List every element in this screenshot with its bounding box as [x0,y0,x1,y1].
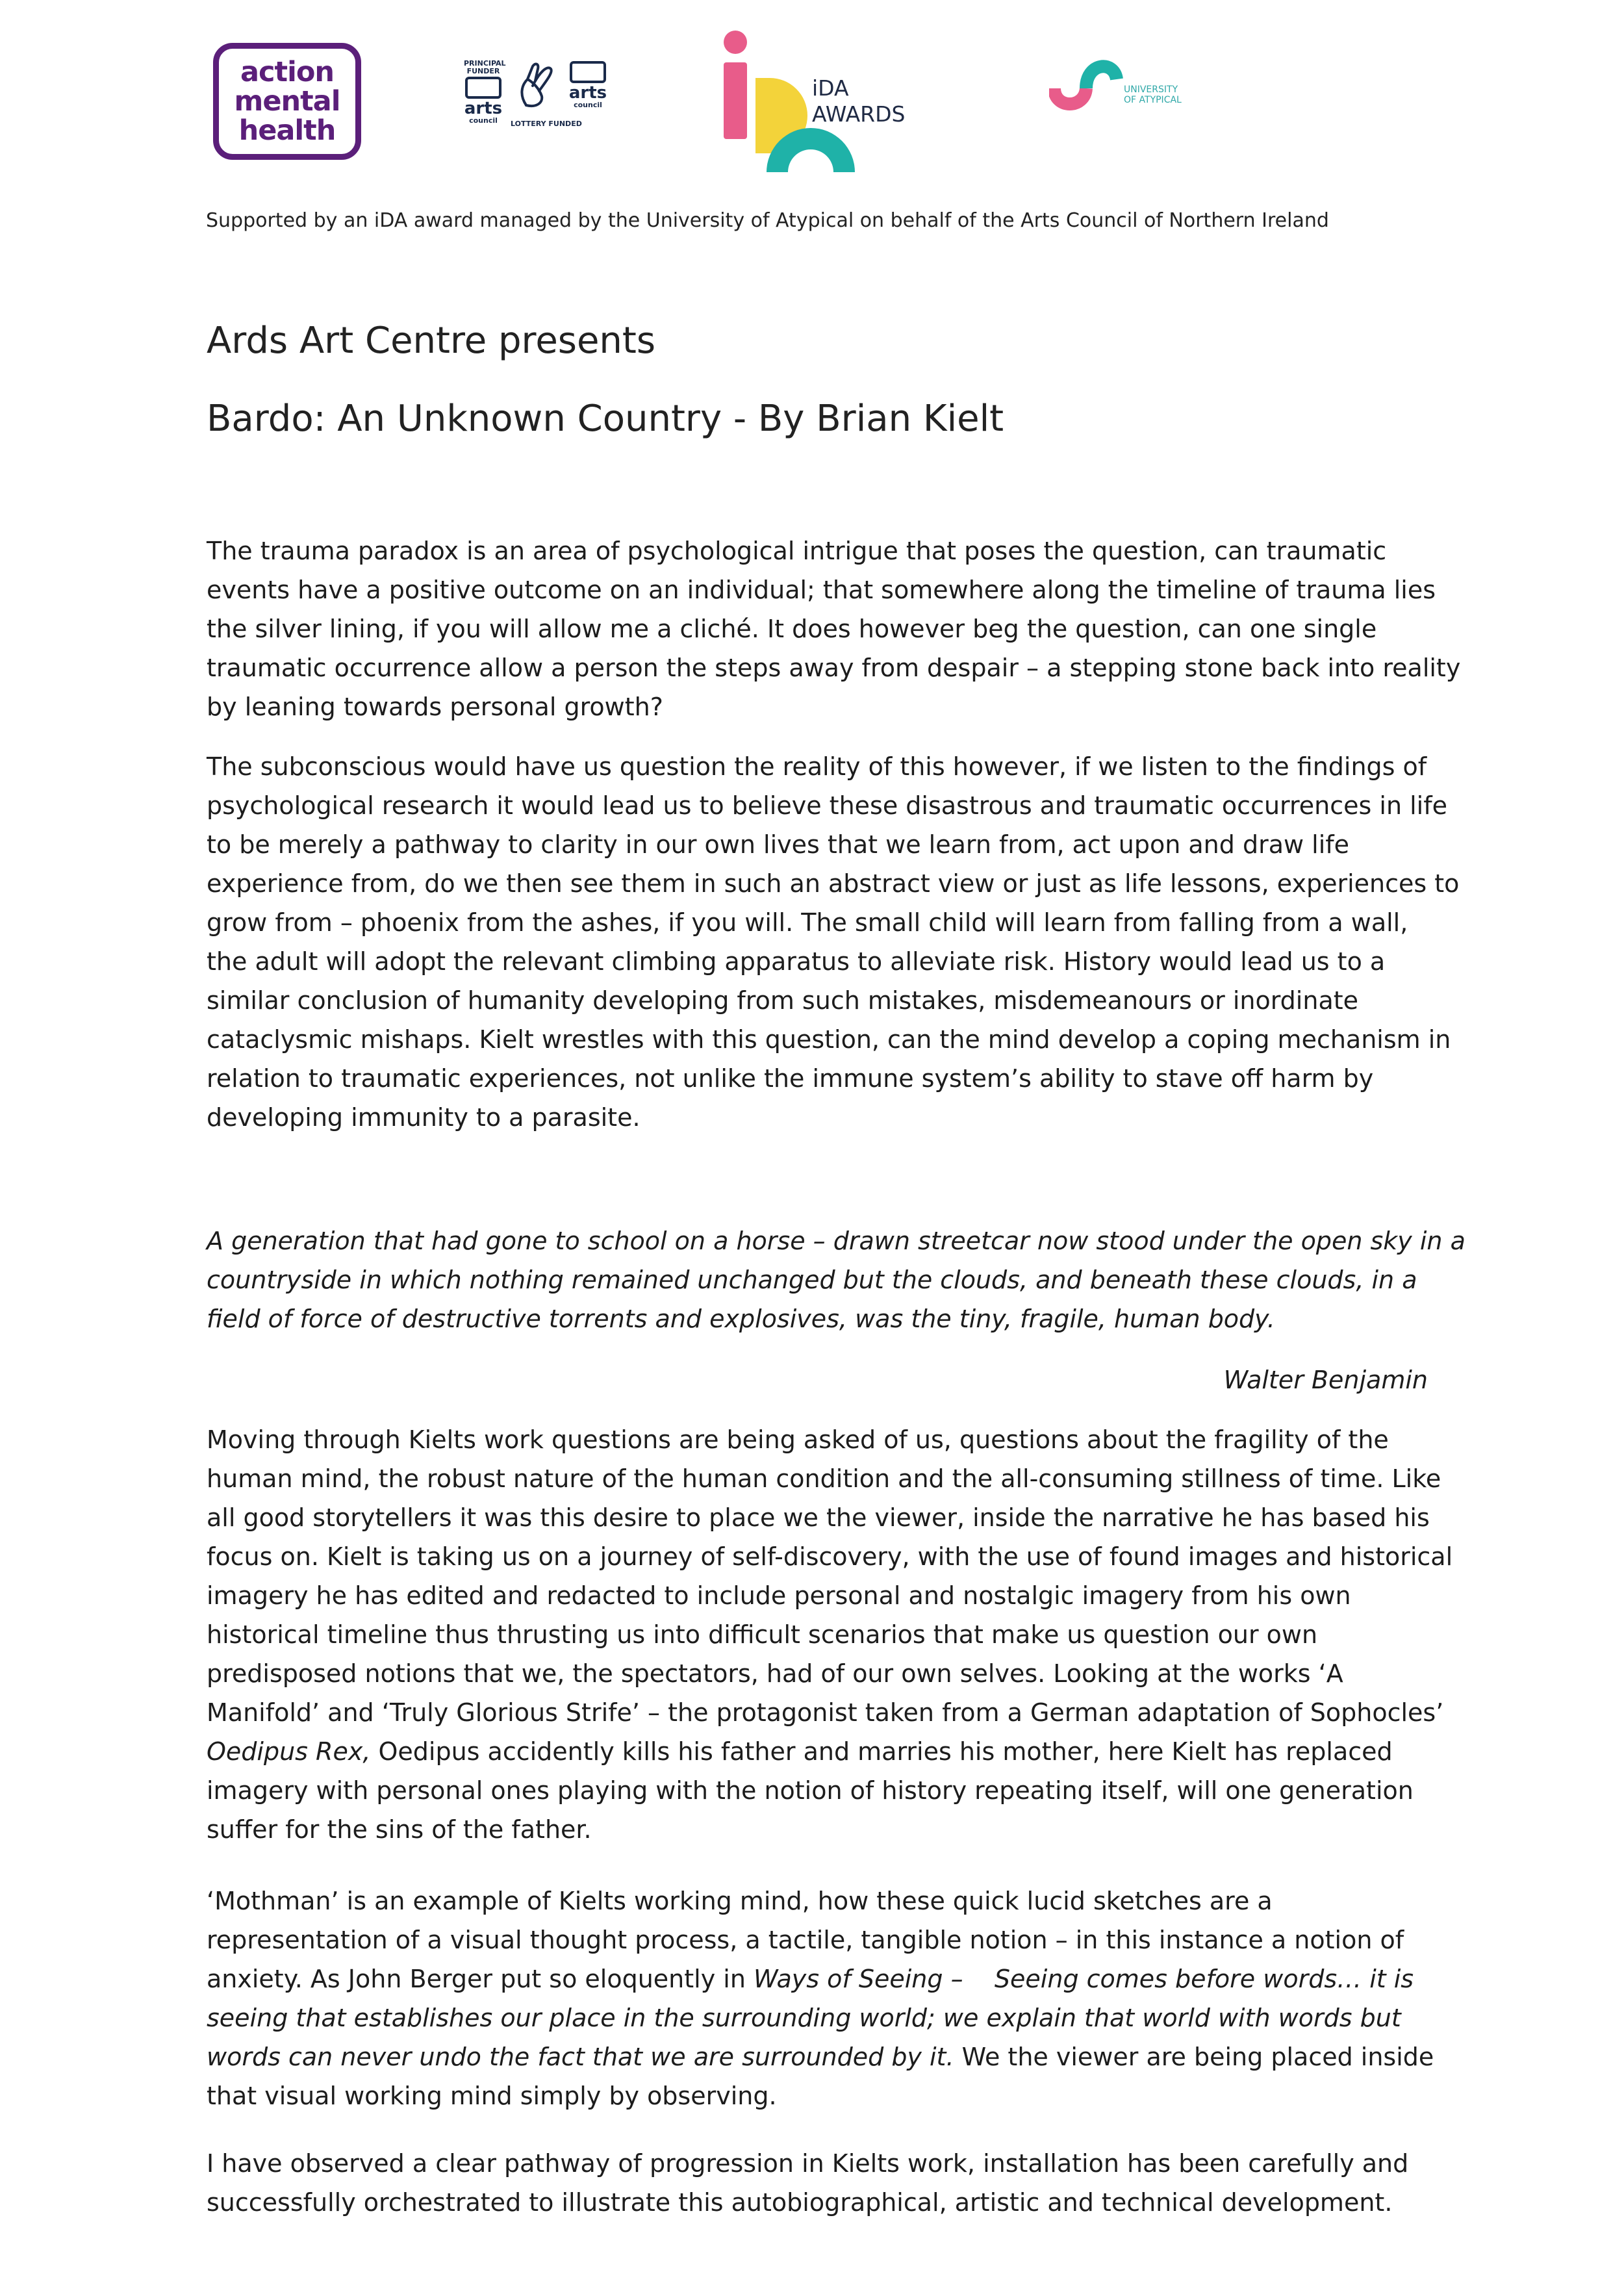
p3-text-b: Oedipus accidently kills his father and marries his mother, here Kielt has replaced imagery with personal ones playing with the notion of history repeating itself, will one generation suffer for the sins of the father. [207,1737,1414,1844]
principal-funder-label: PRINCIPAL FUNDER [464,59,506,75]
paragraph-subconscious: The subconscious would have us question the reality of this however, if we listen to the findings of psychological research it would lead us to believe these disastrous and traumatic occurrences in life to be merely a pathway to clarity in our own lives that we learn from, act upon and draw life experience from, do we then see them in such an abstract view or just as life lessons, experiences to grow from – phoenix from the ashes, if you will. The small child will learn from falling from a wall, the adult will adopt the relevant climbing apparatus to alleviate risk. History would lead us to a similar conclusion of humanity developing from such mistakes, misdemeanours or inordinate cataclysmic mishaps. Kielt wrestles with this question, can the mind develop a coping mechanism in relation to traumatic experiences, not unlike the immune system’s ability to stave off harm by developing immunity to a parasite. [207,752,1460,1132]
p4-text-a: ‘Mothman’ is an example of Kielts working mind, how these quick lucid sketches are a representation of a visual thought process, a tactile, tangible notion – in this instance a notion of anxiety. As John Berger put so eloquently in [207,1887,1404,1993]
ida-logo-line1: iDA [812,75,849,101]
university-of-atypical-logo-text [1124,84,1182,105]
council-left-label: council [469,116,498,125]
ida-awards-logo-text [812,75,905,127]
paragraph-kielts-work [207,1420,1473,1849]
council-right-label: council [574,101,602,109]
benjamin-quote: A generation that had gone to school on a horse – drawn streetcar now stood under the open sky in a countryside in which nothing remained unchanged but the clouds, and beneath these clouds, in a field of force of destructive torrents and explosives, was the tiny, fragile, human body. [207,1227,1465,1333]
arts-left-label: arts [464,99,503,118]
arts-council-mark-icon-right [570,61,606,83]
crossed-fingers-icon [513,60,559,112]
paragraph-progression: I have observed a clear pathway of progression in Kielts work, installation has been carefully and successfully orchestrated to illustrate this autobiographical, artistic and technical development. [207,2149,1409,2217]
arts-council-mark-icon [465,77,501,99]
quote-author: Walter Benjamin [1223,1366,1428,1394]
ida-logo-line2: AWARDS [812,101,906,127]
uoa-logo-line2: OF ATYPICAL [1124,95,1182,105]
presenter-heading: Ards Art Centre presents [207,320,656,362]
amh-logo-line2: mental [234,84,340,118]
amh-logo-line3: health [238,114,336,147]
paragraph-trauma-paradox: The trauma paradox is an area of psychological intrigue that poses the question, can traumatic events have a positive outcome on an individual; that somewhere along the timeline of trauma lies the silver lining, if you will allow me a cliché. It does however beg the question, can one single traumatic occurrence allow a person the steps away from despair – a stepping stone back into reality by leaning towards personal growth? [207,537,1461,721]
exhibition-title: Bardo: An Unknown Country - By Brian Kielt [207,398,1004,440]
university-of-atypical-logo-icon [1049,51,1124,116]
oedipus-rex-title: Oedipus Rex, [207,1737,371,1766]
arts-council-lottery-logo [460,60,616,131]
p4-gap [963,1965,995,1993]
support-statement: Supported by an iDA award managed by the University of Atypical on behalf of the Arts Council of Northern Ireland [206,209,1329,232]
p4-text-b: We the viewer are being placed inside that visual working mind simply by observing. [207,2043,1434,2110]
p3-text-a: Moving through Kielts work questions are being asked of us, questions about the fragility of the human mind, the robust nature of the human condition and the all-consuming stillness of time. Like all good storytellers it was this desire to place we the viewer, inside the narrative he has based his focus on. Kielt is taking us on a journey of self-discovery, with the use of found images and historical imagery he has edited and redacted to include personal and nostalgic imagery from his own historical timeline thus thrusting us into difficult scenarios that make us question our own predisposed notions that we, the spectators, had of our own selves. Looking at the works ‘A Manifold’ and ‘Truly Glorious Strife’ – the protagonist taken from a German adaptation of Sophocles’ [207,1425,1453,1727]
paragraph-mothman [207,1881,1473,2115]
uoa-logo-line1: UNIVERSITY [1124,84,1178,95]
action-mental-health-logo [213,43,361,160]
lottery-funded-label: LOTTERY FUNDED [511,120,582,128]
ways-of-seeing-title: Ways of Seeing – [754,1965,963,1993]
berger-quote: Seeing comes before words… it is seeing that establishes our place in the surrounding world; we explain that world with words but words can never undo the fact that we are surrounded by it. [207,1965,1414,2071]
amh-logo-line1: action [240,55,334,88]
arts-right-label: arts [568,83,607,103]
